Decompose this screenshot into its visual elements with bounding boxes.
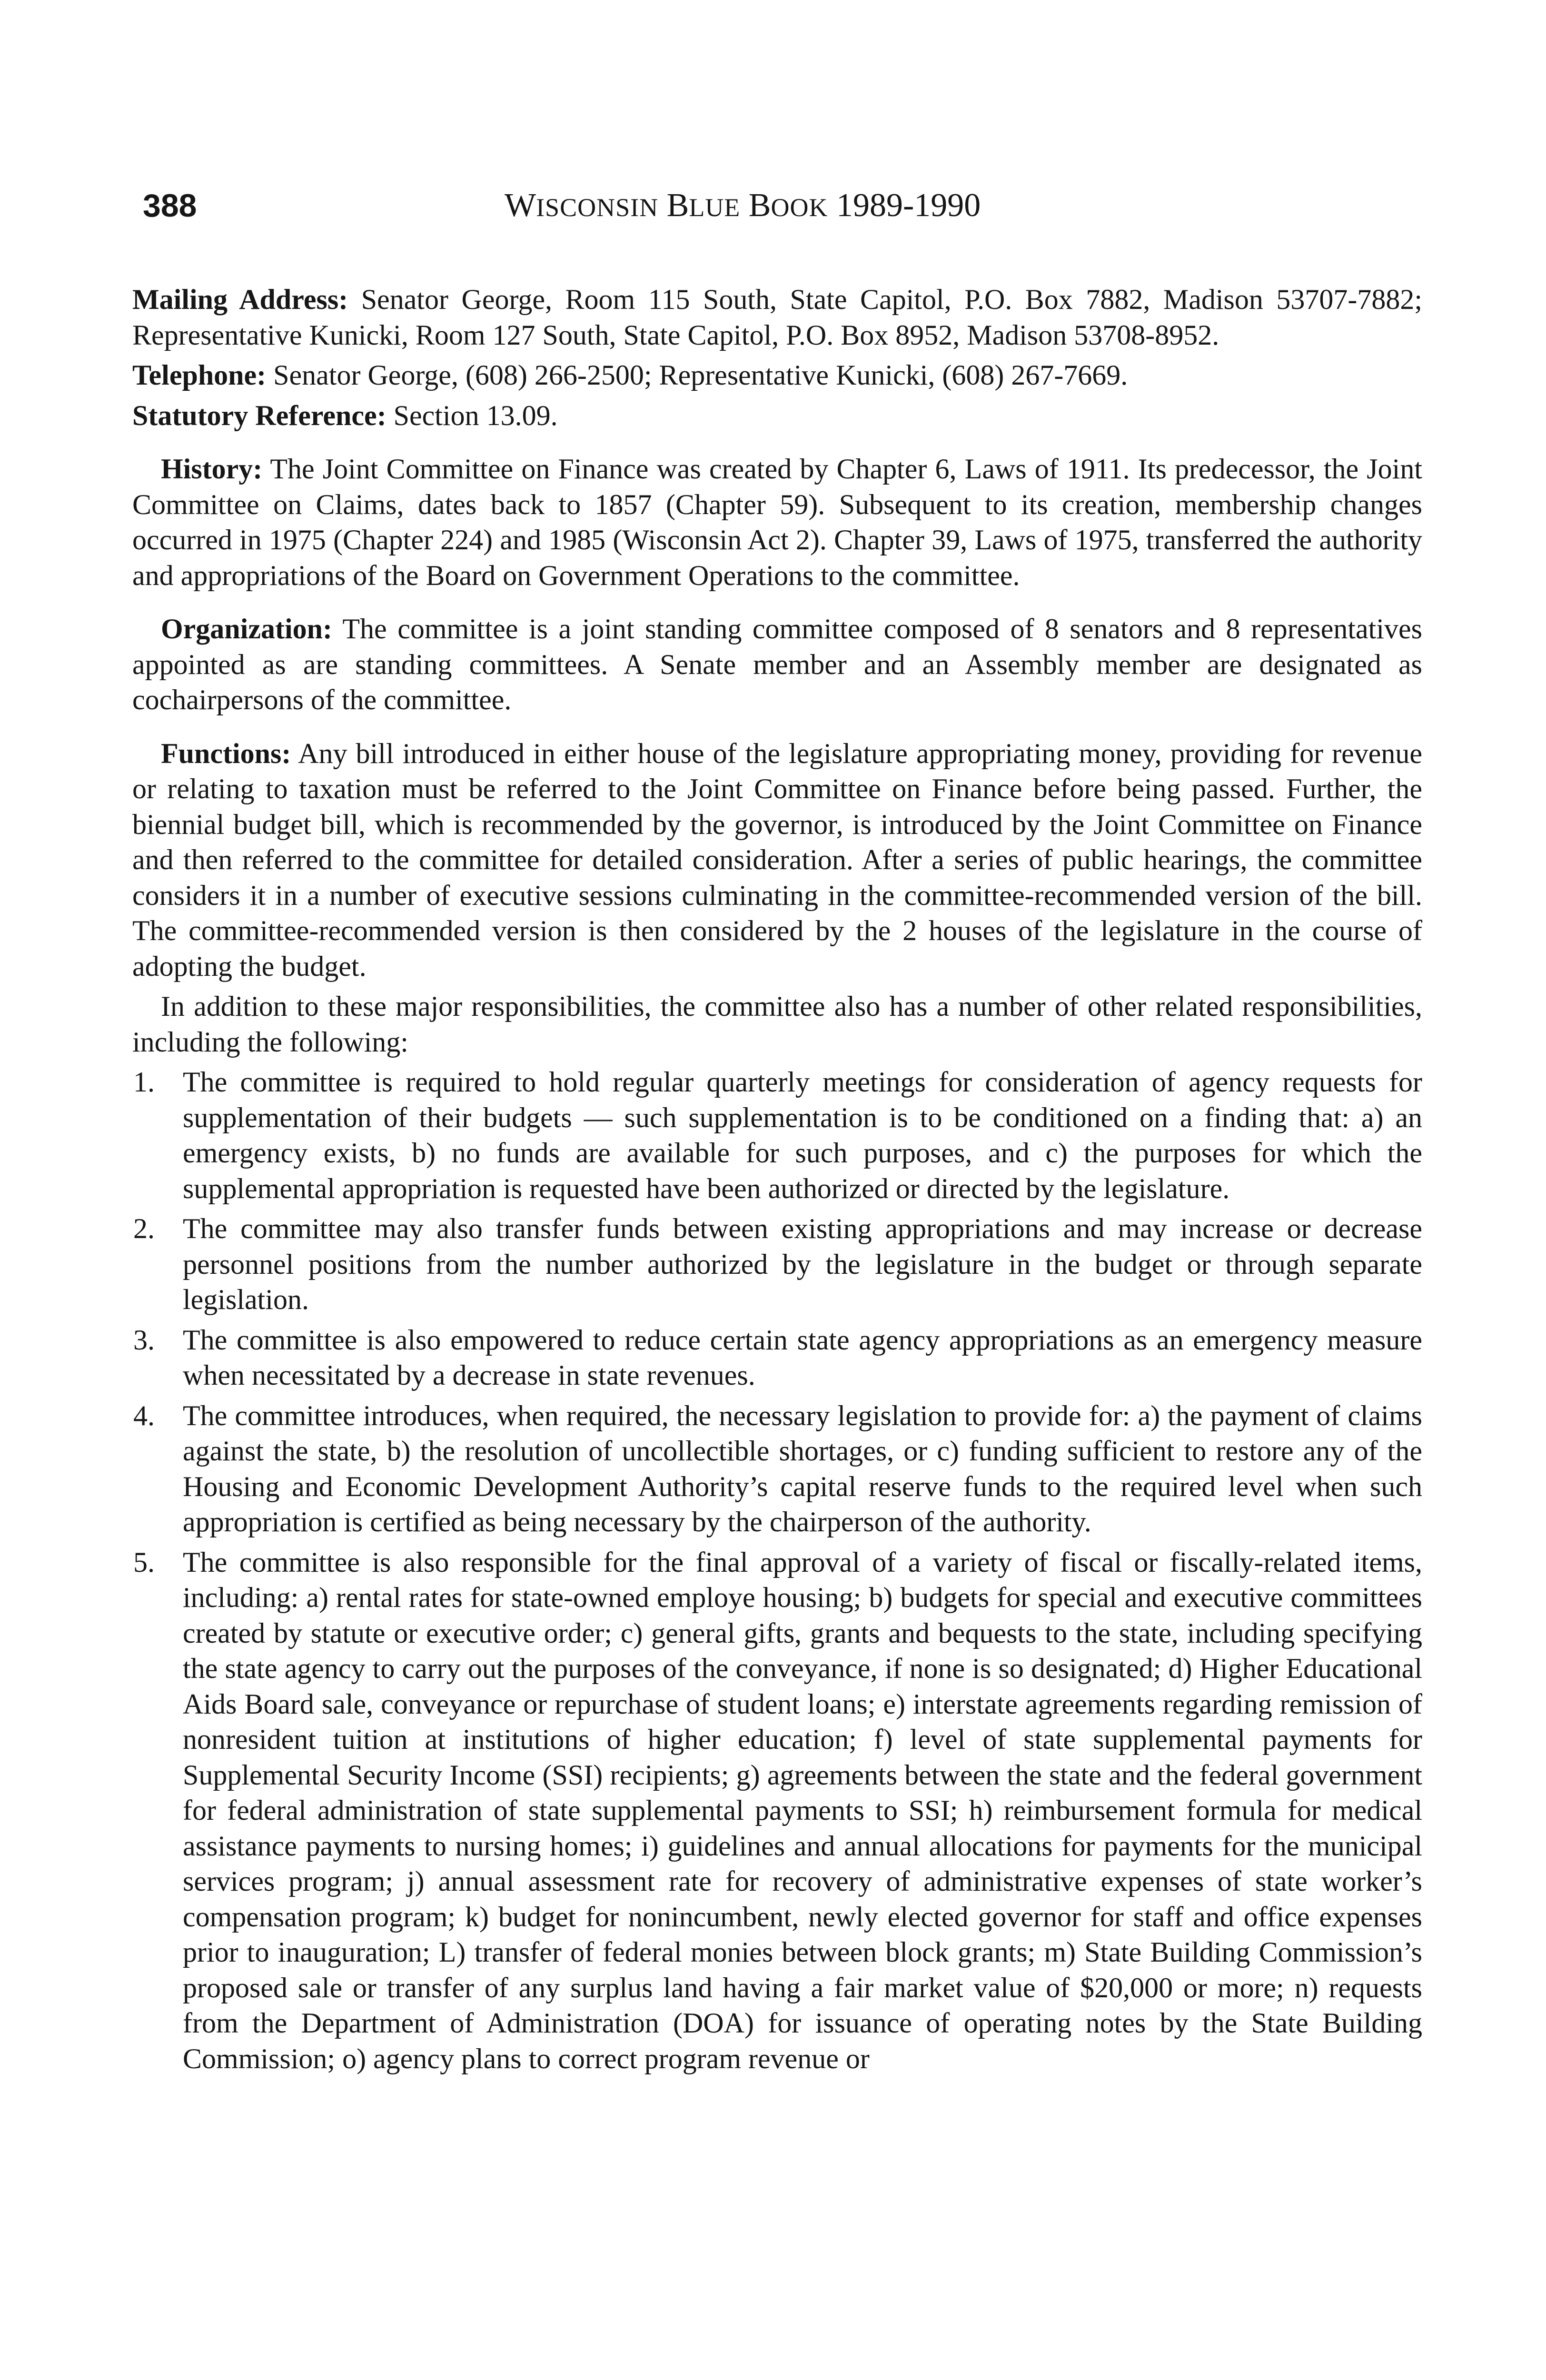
telephone-label: Telephone: [132,359,267,391]
running-head-title: WISCONSIN BLUE BOOK 1989-1990 [505,187,981,224]
list-item-number: 3. [133,1324,155,1356]
additional-responsibilities-intro: In addition to these major responsibilities, the committee also has a number of other related responsibilities, including the following: [132,991,1422,1058]
list-item-text: The committee is also responsible for the final approval of a variety of fiscal or fiscally-related items, including: a) rental rates for state-owned employe housing; b) budgets for special and executive committees created by statute or executive order; c) general gifts, grants and bequests to the state, including specifying the state agency to carry out the purposes of the conveyance, if none is so designated; d) Higher Educational Aids Board sale, conveyance or repurchase of student loans; e) interstate agreements regarding remission of nonresident tuition at institutions of higher education; f) level of state supplemental payments for Supplemental Security Income (SSI) recipients; g) agreements between the state and the federal government for federal administration of state supplemental payments to SSI; h) reimbursement formula for medical assistance payments to nursing homes; i) guidelines and annual allocations for payments for the municipal services program; j) annual assessment rate for recovery of administrative expenses of state worker’s compensation program; k) budget for nonincumbent, newly elected governor for staff and office expenses prior to inauguration; L) transfer of federal monies between block grants; m) State Building Commission’s proposed sale or transfer of any surplus land having a fair market value of $20,000 or more; n) requests from the Department of Administration (DOA) for issuance of operating notes by the State Building Commission; o) agency plans to correct program revenue or [183,1546,1422,2074]
list-item-number: 5. [133,1546,155,1578]
functions-label: Functions: [161,737,291,769]
telephone-text: Senator George, (608) 266-2500; Representative Kunicki, (608) 267-7669. [273,359,1128,391]
list-item [132,1064,1422,1206]
history-label: History: [161,453,263,485]
list-item [132,1545,1422,2077]
statutory-reference-label: Statutory Reference: [132,399,386,431]
functions-paragraph [132,736,1422,984]
list-item-number: 2. [133,1213,155,1244]
mailing-address [132,282,1422,353]
list-item-text: The committee introduces, when required, the necessary legislation to provide for: a) the payment of claims against the state, b) the resolution of uncollectible shortages, or c) funding sufficient to restore any of the Housing and Economic Development Authority’s capital reserve funds to the required level when such appropriation is certified as being necessary by the chairperson of the authority. [183,1399,1422,1537]
history-text: The Joint Committee on Finance was created by Chapter 6, Laws of 1911. Its predecessor, the Joint Committee on Claims, dates back to 1857 (Chapter 59). Subsequent to its creation, membership changes occurred in 1975 (Chapter 224) and 1985 (Wisconsin Act 2). Chapter 39, Laws of 1975, transferred the authority and appropriations of the Board on Government Operations to the committee. [132,453,1422,591]
telephone [132,357,1422,393]
list-item [132,1211,1422,1318]
list-item-number: 1. [133,1066,155,1098]
history-paragraph [132,451,1422,593]
list-item-text: The committee is required to hold regular quarterly meetings for consideration of agency requests for supplementation of their budgets — such supplementation is to be conditioned on a finding that: a) an emergency exists, b) no funds are available for such purposes, and c) the purposes for which the supplemental appropriation is requested have been authorized or directed by the legislature. [183,1066,1422,1204]
list-item-text: The committee is also empowered to reduce certain state agency appropriations as an emergency measure when necessitated by a decrease in state revenues. [183,1324,1422,1391]
mailing-address-label: Mailing Address: [132,284,348,315]
list-item-text: The committee may also transfer funds between existing appropriations and may increase or decrease personnel positions from the number authorized by the legislature in the budget or through separate legislation. [183,1213,1422,1315]
organization-text: The committee is a joint standing committee composed of 8 senators and 8 representatives appointed as are standing committees. A Senate member and an Assembly member are designated as cochairpersons of the committee. [132,613,1422,715]
mailing-address-text: Senator George, Room 115 South, State Capitol, P.O. Box 7882, Madison 53707-7882; Representative Kunicki, Room 127 South, State Capitol, P.O. Box 8952, Madison 53708-8952. [132,284,1423,351]
statutory-reference-text: Section 13.09. [393,399,558,431]
responsibilities-list [132,1064,1422,2076]
organization-label: Organization: [161,613,332,645]
page-number: 388 [143,188,197,224]
list-item-number: 4. [133,1399,155,1431]
functions-text: Any bill introduced in either house of the legislature appropriating money, providing for revenue or relating to taxation must be referred to the Joint Committee on Finance before being passed. Further, the biennial budget bill, which is recommended by the governor, is introduced by the Joint Committee on Finance and then referred to the committee for detailed consideration. After a series of public hearings, the committee considers it in a number of executive sessions culminating in the committee-recommended version of the bill. The committee-recommended version is then considered by the 2 houses of the legislature in the course of adopting the budget. [132,737,1422,982]
statutory-reference [132,398,1422,434]
page-body [132,282,1422,2076]
list-item [132,1322,1422,1393]
organization-paragraph [132,611,1422,718]
list-item [132,1398,1422,1540]
page-header [143,187,1423,239]
